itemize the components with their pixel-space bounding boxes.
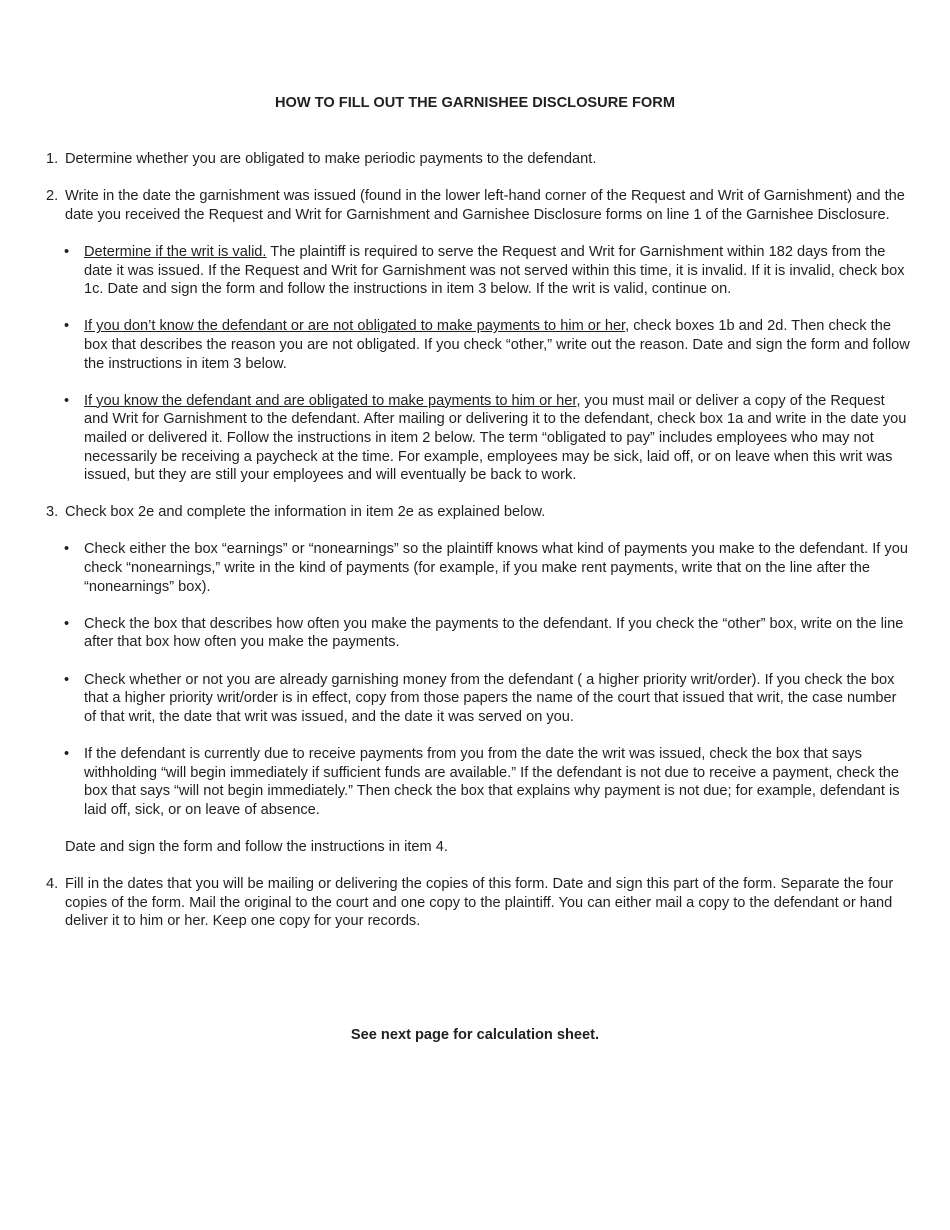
bullet-item [46, 392, 910, 485]
item-number: 2. [46, 188, 59, 205]
bullet-icon: • [64, 615, 70, 632]
item-text: Check box 2e and complete the information in item 2e as explained below. [65, 504, 546, 521]
bullet-icon: • [64, 746, 70, 762]
instruction-item-4 [46, 875, 910, 931]
item-text: Write in the date the garnishment was issued (found in the lower left-hand corner of the Request and Writ of Garnishment) and the date you received the Request and Writ for Garnishment and Garnishee Disclosure forms on line 1 of the Garnishee Disclosure. [65, 188, 905, 223]
item-number: 3. [46, 504, 59, 521]
instruction-item-3 [46, 503, 910, 522]
bullet-item [46, 243, 910, 299]
instructions-list [46, 150, 910, 950]
bullet-text: Check either the box “earnings” or “nonearnings” so the plaintiff knows what kind of payments you make to the defendant. If you check “nonearnings,” write in the kind of payments (for example, if you make rent payments, write that on the line after the “nonearnings” box). [84, 541, 908, 595]
bullet-item [46, 540, 910, 596]
item-3-closing-note: Date and sign the form and follow the instructions in item 4. [65, 838, 448, 855]
item-number: 1. [46, 151, 59, 167]
bullet-icon: • [64, 671, 70, 688]
bullet-text: , you must mail or deliver a copy of the Request and Writ for Garnishment to the defendant. After mailing or delivering it to the defendant, check box 1a and write in the date you mailed or delivered it. Follow the instructions in item 2 below. The term “obligated to pay” includes employees who may not necessarily be receiving a paycheck at the time. For example, employees may be sick, laid off, or on leave when this writ was issued, but they are still your employees and will eventually be back to work. [84, 392, 907, 484]
item-number: 4. [46, 876, 59, 893]
page-title: HOW TO FILL OUT THE GARNISHEE DISCLOSURE FORM [275, 95, 675, 111]
bullet-text: , check boxes 1b and 2d. Then check the box that describes the reason you are not obligated. If you check “other,” write out the reason. Date and sign the form and follow the instructions in item 3 below. [84, 318, 910, 372]
instruction-item-2 [46, 187, 910, 224]
bullet-item [46, 745, 910, 819]
bullet-underlined-text: If you know the defendant and are obligated to make payments to him or her [84, 392, 577, 409]
next-page-note: See next page for calculation sheet. [350, 1027, 600, 1043]
bullet-text: Check the box that describes how often you make the payments to the defendant. If you check the “other” box, write on the line after that box how often you make the payments. [84, 615, 904, 651]
bullet-item [46, 317, 910, 373]
bullet-text: Check whether or not you are already garnishing money from the defendant ( a higher priority writ/order). If you check the box that a higher priority writ/order is in effect, copy from those papers the name of the court that issued that writ, the case number of that writ, the date that writ was issued, and the date it was served on you. [84, 671, 897, 725]
bullet-icon: • [64, 541, 70, 558]
bullet-text: If the defendant is currently due to receive payments from you from the date the writ was issued, check the box that says withholding “will begin immediately if sufficient funds are available.” If the defendant is not due to receive a payment, check the box that says “will not begin immediately.” Then check the box that explains why payment is not due; for example, defendant is laid off, sick, or on leave of absence. [84, 746, 900, 818]
instruction-item-1 [46, 150, 910, 169]
bullet-icon: • [64, 392, 70, 409]
bullet-icon: • [64, 243, 70, 260]
bullet-underlined-text: Determine if the writ is valid. [84, 243, 267, 260]
item-text: Determine whether you are obligated to make periodic payments to the defendant. [65, 151, 597, 167]
bullet-item [46, 615, 910, 652]
bullet-underlined-text: If you don’t know the defendant or are not obligated to make payments to him or her [84, 318, 626, 335]
bullet-text: The plaintiff is required to serve the Request and Writ for Garnishment within 182 days from the date it was issued. If the Request and Writ for Garnishment was not served within this time, it is invalid. If it is invalid, check box 1c. Date and sign the form and follow the instructions in item 3 below. If the writ is valid, continue on. [84, 243, 905, 298]
bullet-item [46, 671, 910, 727]
item-text: Fill in the dates that you will be mailing or delivering the copies of this form. Date and sign this part of the form. Separate the four copies of the form. Mail the original to the court and one copy to the plaintiff. You can either mail a copy to the defendant or hand deliver it to him or her. Keep one copy for your records. [65, 876, 894, 930]
bullet-icon: • [64, 318, 70, 335]
